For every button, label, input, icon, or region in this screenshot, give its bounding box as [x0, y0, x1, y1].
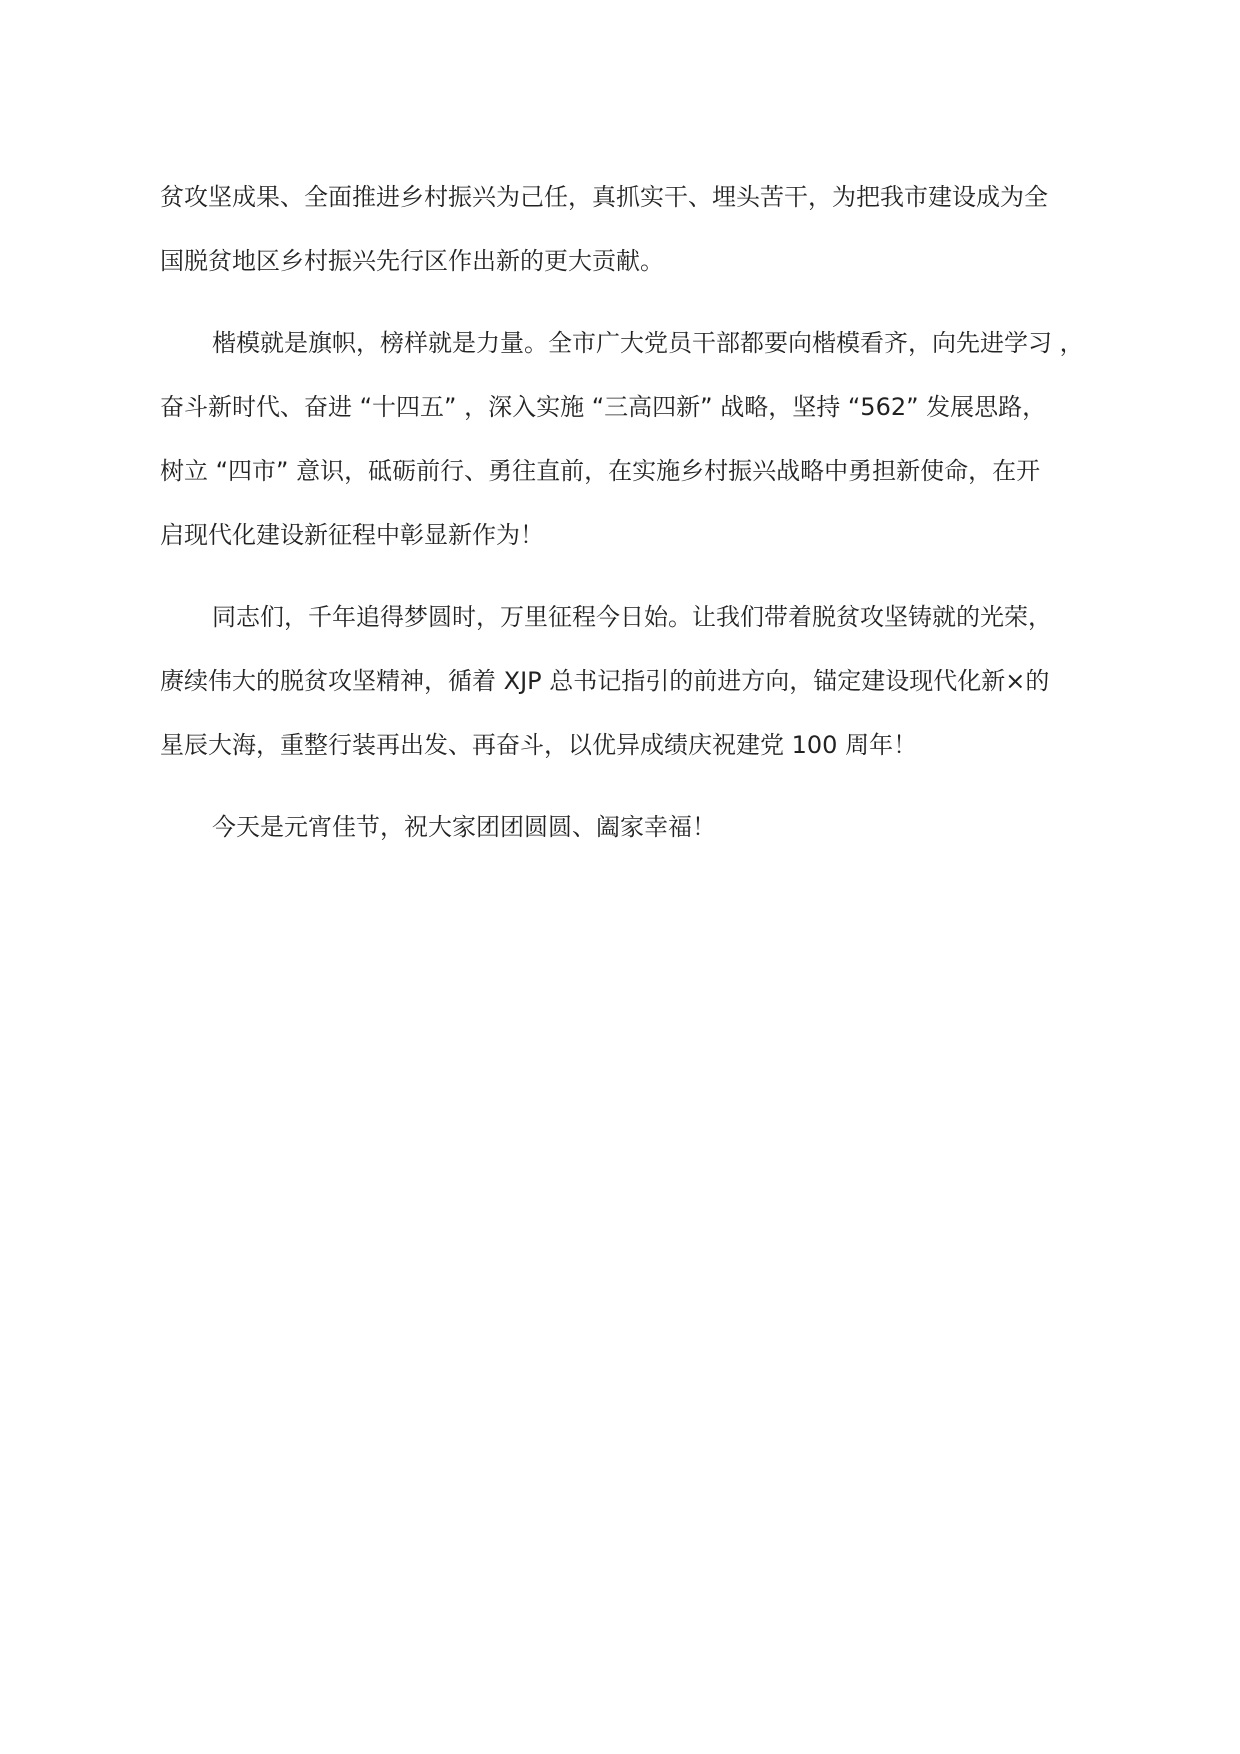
paragraph-line: 启现代化建设新征程中彰显新作为！ [160, 521, 544, 549]
paragraph-line: 树立 “四市” 意识，砥砺前行、勇往直前，在实施乡村振兴战略中勇担新使命，在开 [160, 457, 1041, 485]
paragraph-line: 赓续伟大的脱贫攻坚精神，循着 XJP 总书记指引的前进方向，锚定建设现代化新×的 [160, 667, 1050, 695]
paragraph-line: 今天是元宵佳节，祝大家团团圆圆、阖家幸福！ [212, 813, 716, 841]
paragraph-line: 国脱贫地区乡村振兴先行区作出新的更大贡献。 [160, 247, 664, 275]
paragraph-line: 贫攻坚成果、全面推进乡村振兴为己任，真抓实干、埋头苦干，为把我市建设成为全 [160, 183, 1048, 211]
paragraph-line: 同志们，千年追得梦圆时，万里征程今日始。让我们带着脱贫攻坚铸就的光荣， [212, 603, 1052, 631]
paragraph-line: 星辰大海，重整行装再出发、再奋斗，以优异成绩庆祝建党 100 周年！ [160, 731, 918, 759]
paragraph-line: 楷模就是旗帜，榜样就是力量。全市广大党员干部都要向楷模看齐，向先进学习 ， [212, 329, 1084, 357]
paragraph-line: 奋斗新时代、奋进 “十四五” ，深入实施 “三高四新” 战略，坚持 “562” 发展思路， [160, 393, 1047, 421]
